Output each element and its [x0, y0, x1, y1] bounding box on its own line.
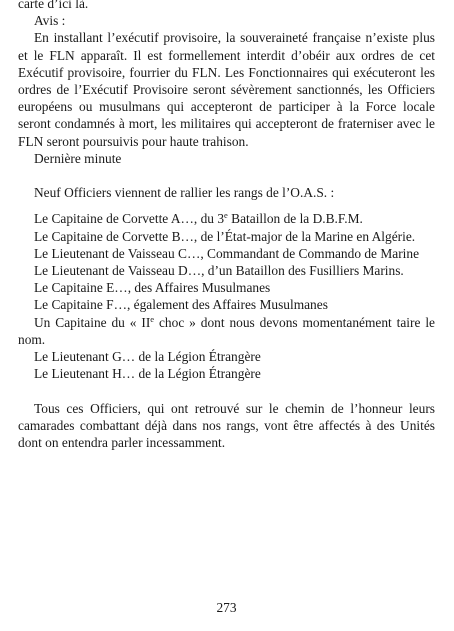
document-page: [18, 0, 435, 631]
officer-line-g: Le Lieutenant G… de la Légion Étrangère: [34, 349, 261, 365]
officer-line-a: [18, 210, 435, 227]
officer-line-a-text-end: Bataillon de la D.B.F.M.: [227, 211, 363, 227]
officer-line-a-text: Le Capitaine de Corvette A…, du 3: [34, 211, 225, 227]
paragraph-carte: carte d’ici là.: [18, 0, 89, 11]
officer-line-choc-text-end: choc » dont nous devons momentanément taire le nom.: [18, 314, 435, 347]
officer-line-choc-text: Un Capitaine du « II: [34, 314, 151, 330]
paragraph-avis-body: En installant l’exécutif provisoire, la souveraineté française n’existe plus et le FLN apparaît. Il est formellement interdit d’obéir aux ordres de cet Exécutif provisoire, fourrier du FLN. Les Fonctionnaires qui exécuteront les ordres de l’Exécutif Provisoire seront sévèrement sanctionnés, les Officiers européens ou musulmans qui accepteront de participer à la Force locale seront condamnés à mort, les militaires qui accepteront de fraterniser avec le FLN seront poursuivis pour haute trahison.: [18, 30, 435, 149]
ordinal-superscript: e: [150, 313, 155, 324]
officer-line-f: Le Capitaine F…, également des Affaires Musulmanes: [34, 297, 328, 313]
officer-line-h: Le Lieutenant H… de la Légion Étrangère: [34, 366, 261, 382]
ordinal-superscript: e: [224, 210, 228, 221]
officer-line-d: Le Lieutenant de Vaisseau D…, d’un Bataillon des Fusilliers Marins.: [34, 263, 404, 279]
officer-line-c: Le Lieutenant de Vaisseau C…, Commandant de Commando de Marine: [34, 245, 420, 261]
paragraph-neuf-officiers: Neuf Officiers viennent de rallier les rangs de l’O.A.S. :: [34, 185, 335, 201]
officer-line-e: Le Capitaine E…, des Affaires Musulmanes: [34, 280, 271, 296]
officer-line-choc: [18, 314, 435, 348]
page-number: 273: [216, 600, 237, 615]
paragraph-conclusion: Tous ces Officiers, qui ont retrouvé sur le chemin de l’honneur leurs camarades combattant déjà dans nos rangs, vont être affectés à des Unités dont on entendra parler incessamment.: [18, 400, 435, 451]
paragraph-avis-heading: Avis :: [34, 13, 66, 29]
paragraph-derniere-minute: Dernière minute: [34, 150, 122, 166]
officer-line-b: Le Capitaine de Corvette B…, de l’État-major de la Marine en Algérie.: [34, 228, 416, 244]
body-text: [18, 0, 435, 451]
